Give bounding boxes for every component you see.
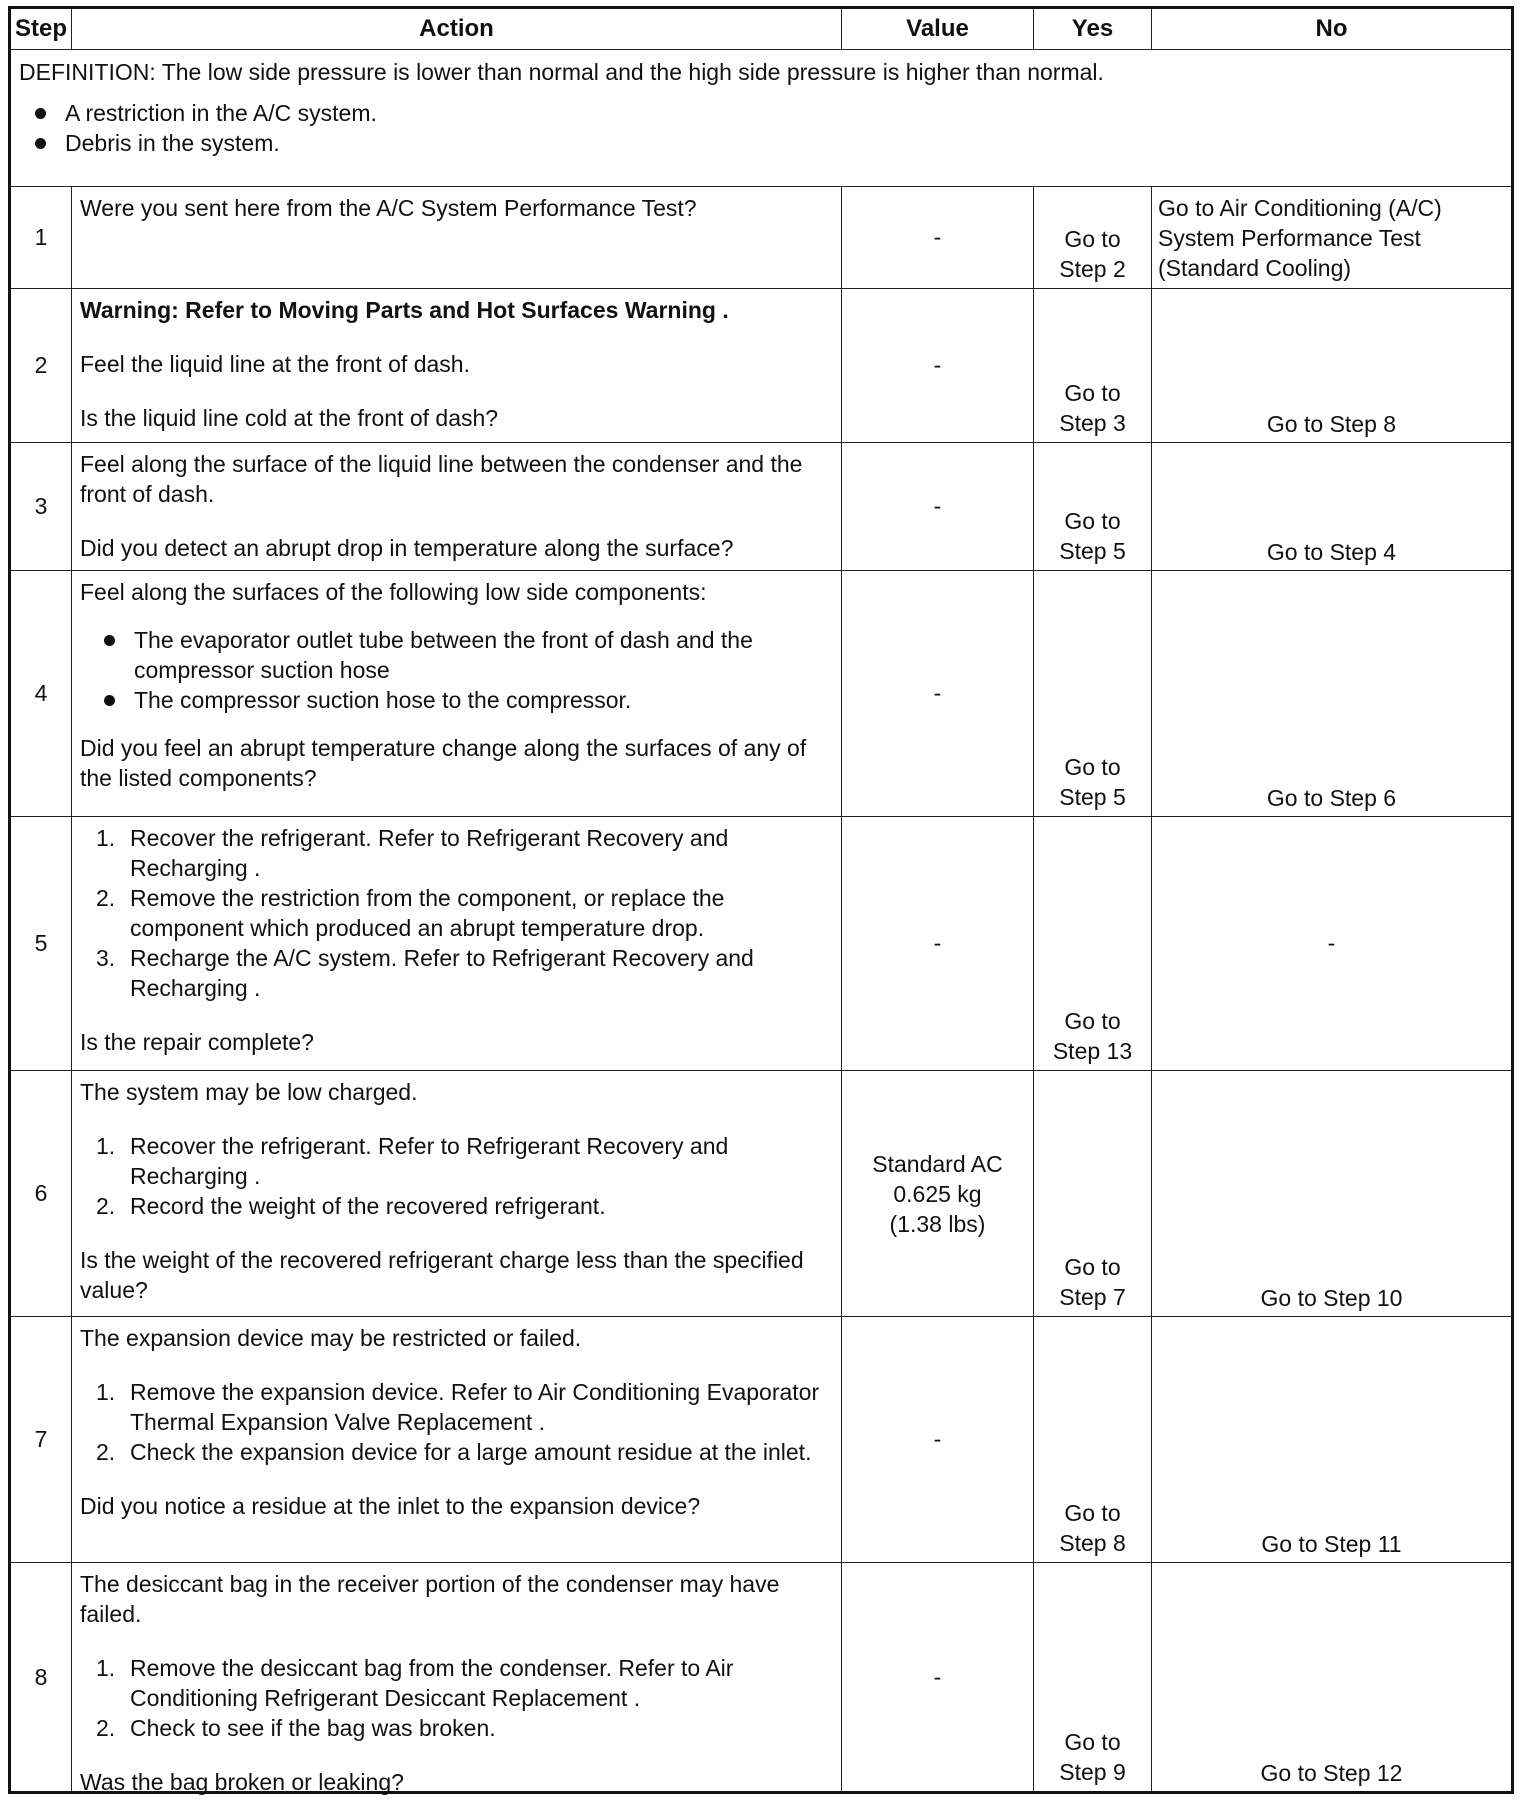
step-value: - — [842, 817, 1034, 1070]
definition-bullet: A restriction in the A/C system. — [31, 98, 1503, 128]
definition-row — [11, 50, 1511, 187]
list-item: 2. Check to see if the bag was broken. — [96, 1715, 496, 1741]
step-number: 5 — [11, 817, 72, 1070]
step-value: - — [842, 571, 1034, 816]
step-question: Did you feel an abrupt temperature change along the surfaces of any of the listed components? — [80, 735, 807, 791]
yes-link[interactable]: Go to Step 13 — [1034, 817, 1152, 1070]
yes-link[interactable]: Go to Step 7 — [1034, 1071, 1152, 1316]
header-action: Action — [72, 9, 842, 49]
definition-text: DEFINITION: The low side pressure is lower than normal and the high side pressure is higher than normal. — [19, 59, 1104, 85]
list-item: The evaporator outlet tube between the front of dash and the compressor suction hose — [100, 625, 833, 685]
table-row — [11, 187, 1511, 289]
step-value: - — [842, 1563, 1034, 1791]
header-no: No — [1315, 15, 1348, 42]
yes-link[interactable]: Go to Step 8 — [1034, 1317, 1152, 1562]
yes-link[interactable]: Go to Step 5 — [1034, 571, 1152, 816]
table-header-row — [11, 9, 1511, 50]
step-number: 7 — [11, 1317, 72, 1562]
step-question: Did you notice a residue at the inlet to the expansion device? — [80, 1493, 701, 1519]
step-value: - — [842, 187, 1034, 288]
step-value: - — [842, 289, 1034, 442]
no-link[interactable]: Go to Step 10 — [1260, 1285, 1403, 1311]
no-link[interactable]: Go to Step 12 — [1260, 1760, 1403, 1786]
step-question: Did you detect an abrupt drop in temperature along the surface? — [80, 535, 734, 561]
list-item: The compressor suction hose to the compressor. — [100, 685, 833, 715]
list-item: 1. Recover the refrigerant. Refer to Refrigerant Recovery and Recharging . — [96, 1133, 729, 1189]
step-instruction: Feel along the surface of the liquid line between the condenser and the front of dash. — [80, 451, 803, 507]
no-link[interactable]: Go to Step 4 — [1266, 539, 1397, 565]
step-question: Was the bag broken or leaking? — [80, 1769, 404, 1795]
table-row — [11, 443, 1511, 571]
table-row — [11, 289, 1511, 443]
yes-link[interactable]: Go to Step 9 — [1034, 1563, 1152, 1791]
yes-link[interactable]: Go to Step 5 — [1034, 443, 1152, 570]
step-number: 8 — [11, 1563, 72, 1791]
table-row — [11, 1563, 1511, 1795]
step-number: 6 — [11, 1071, 72, 1316]
step-number: 3 — [11, 443, 72, 570]
header-step: Step — [11, 9, 72, 49]
step-question: Is the liquid line cold at the front of dash? — [80, 405, 499, 431]
list-item: 3. Recharge the A/C system. Refer to Refrigerant Recovery and Recharging . — [96, 945, 754, 1001]
step-value: - — [842, 1317, 1034, 1562]
header-yes: Yes — [1034, 9, 1152, 49]
step-instruction: The desiccant bag in the receiver portion of the condenser may have failed. — [80, 1571, 780, 1627]
step-number: 4 — [11, 571, 72, 816]
definition-bullet: Debris in the system. — [31, 128, 1503, 158]
header-value: Value — [842, 9, 1034, 49]
table-row — [11, 1071, 1511, 1317]
step-question: Is the weight of the recovered refrigerant charge less than the specified value? — [80, 1247, 804, 1303]
step-instruction: The system may be low charged. — [80, 1079, 418, 1105]
no-value: - — [1327, 930, 1336, 956]
list-item: 1. Recover the refrigerant. Refer to Refrigerant Recovery and Recharging . — [96, 825, 729, 881]
step-value: - — [842, 443, 1034, 570]
list-item: 1. Remove the expansion device. Refer to Air Conditioning Evaporator Thermal Expansion Valve Replacement . — [96, 1379, 820, 1435]
diagnostic-table — [8, 6, 1514, 1794]
step-question: Is the repair complete? — [80, 1029, 314, 1055]
yes-link[interactable]: Go to Step 3 — [1034, 289, 1152, 442]
yes-link[interactable]: Go to Step 2 — [1034, 187, 1152, 288]
no-link[interactable]: Go to Step 8 — [1266, 411, 1397, 437]
list-item: 1. Remove the desiccant bag from the condenser. Refer to Air Conditioning Refrigerant Desiccant Replacement . — [96, 1655, 734, 1711]
list-item: 2. Record the weight of the recovered refrigerant. — [96, 1193, 606, 1219]
step-value: Standard AC 0.625 kg (1.38 lbs) — [842, 1071, 1034, 1316]
no-link[interactable]: Go to Step 11 — [1261, 1531, 1402, 1557]
step-instruction: Feel the liquid line at the front of dash. — [80, 351, 470, 377]
table-row — [11, 817, 1511, 1071]
list-item: 2. Check the expansion device for a large amount residue at the inlet. — [96, 1439, 812, 1465]
list-item: 2. Remove the restriction from the component, or replace the component which produced an abrupt temperature drop. — [96, 885, 725, 941]
no-link[interactable]: Go to Air Conditioning (A/C) System Performance Test (Standard Cooling) — [1158, 195, 1442, 281]
step-number: 1 — [11, 187, 72, 288]
step-number: 2 — [11, 289, 72, 442]
step-instruction: The expansion device may be restricted or failed. — [80, 1325, 582, 1351]
warning-text: Warning: Refer to Moving Parts and Hot Surfaces Warning . — [80, 297, 729, 323]
no-link[interactable]: Go to Step 6 — [1266, 785, 1397, 811]
step-instruction: Feel along the surfaces of the following low side components: — [80, 579, 707, 605]
table-row — [11, 1317, 1511, 1563]
table-row — [11, 571, 1511, 817]
step-question: Were you sent here from the A/C System Performance Test? — [80, 195, 697, 221]
